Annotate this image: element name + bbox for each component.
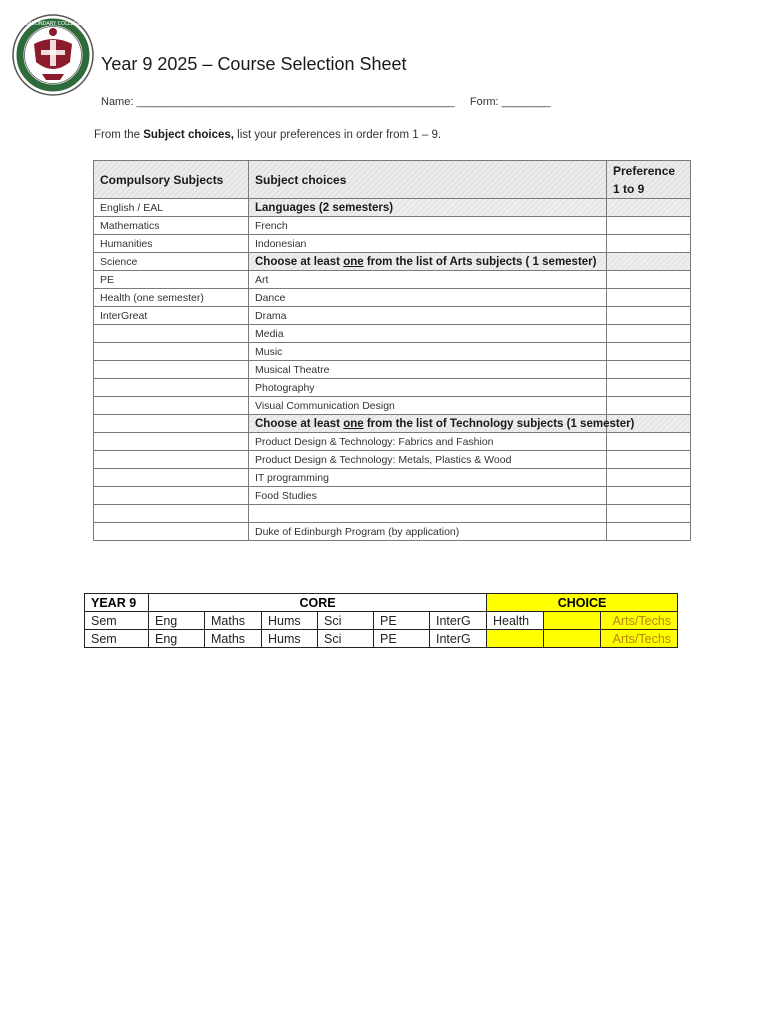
preference-input-cell[interactable] <box>607 523 691 541</box>
compulsory-cell <box>94 343 249 361</box>
section-heading-technology: Choose at least one from the list of Technology subjects (1 semester) <box>249 415 607 433</box>
preference-input-cell[interactable] <box>607 469 691 487</box>
preference-input-cell[interactable] <box>607 433 691 451</box>
subject-selection-table <box>93 160 691 541</box>
table-row <box>94 433 691 451</box>
compulsory-cell <box>94 451 249 469</box>
table-row <box>94 487 691 505</box>
core-subject-cell: PE <box>374 630 430 648</box>
subject-choice-cell <box>249 505 607 523</box>
subject-choice-cell: Food Studies <box>249 487 607 505</box>
preference-cell <box>607 253 691 271</box>
header-compulsory: Compulsory Subjects <box>94 161 249 199</box>
table-row <box>94 217 691 235</box>
compulsory-cell: English / EAL <box>94 199 249 217</box>
preference-input-cell[interactable] <box>607 397 691 415</box>
subject-choice-cell: Indonesian <box>249 235 607 253</box>
core-subject-cell: Maths <box>205 630 262 648</box>
table-row <box>94 397 691 415</box>
compulsory-cell: Science <box>94 253 249 271</box>
subject-choice-cell: Musical Theatre <box>249 361 607 379</box>
table-row <box>94 307 691 325</box>
core-subject-cell: PE <box>374 612 430 630</box>
table-row <box>94 199 691 217</box>
subject-choice-cell: IT programming <box>249 469 607 487</box>
choice-input-cell[interactable] <box>487 630 544 648</box>
summary-row <box>85 612 678 630</box>
table-row <box>94 271 691 289</box>
school-crest-logo <box>12 14 94 96</box>
preference-input-cell[interactable] <box>607 505 691 523</box>
subject-choice-cell: French <box>249 217 607 235</box>
core-heading: CORE <box>149 594 487 612</box>
core-subject-cell: InterG <box>430 630 487 648</box>
compulsory-cell <box>94 487 249 505</box>
core-subject-cell: InterG <box>430 612 487 630</box>
choice-arts-techs-cell: Arts/Techs <box>601 612 678 630</box>
core-subject-cell: Sci <box>318 630 374 648</box>
table-header-row <box>94 161 691 199</box>
table-row <box>94 379 691 397</box>
compulsory-cell <box>94 379 249 397</box>
table-row <box>94 361 691 379</box>
preference-input-cell[interactable] <box>607 307 691 325</box>
choice-arts-techs-cell: Arts/Techs <box>601 630 678 648</box>
core-subject-cell: Eng <box>149 612 205 630</box>
subject-choice-cell: Art <box>249 271 607 289</box>
core-subject-cell: Hums <box>262 630 318 648</box>
preference-input-cell[interactable] <box>607 361 691 379</box>
preference-input-cell[interactable] <box>607 451 691 469</box>
compulsory-cell: Health (one semester) <box>94 289 249 307</box>
compulsory-cell <box>94 361 249 379</box>
table-row <box>94 235 691 253</box>
subject-choice-cell: Dance <box>249 289 607 307</box>
table-row <box>94 469 691 487</box>
compulsory-cell: InterGreat <box>94 307 249 325</box>
core-subject-cell: Eng <box>149 630 205 648</box>
preference-input-cell[interactable] <box>607 487 691 505</box>
compulsory-cell <box>94 469 249 487</box>
compulsory-cell: PE <box>94 271 249 289</box>
subject-choice-cell: Music <box>249 343 607 361</box>
subject-choice-cell: Media <box>249 325 607 343</box>
preference-input-cell[interactable] <box>607 343 691 361</box>
choice-input-cell[interactable] <box>544 630 601 648</box>
compulsory-cell <box>94 523 249 541</box>
section-heading-arts: Choose at least one from the list of Arts subjects ( 1 semester) <box>249 253 607 271</box>
compulsory-cell <box>94 415 249 433</box>
preference-input-cell[interactable] <box>607 271 691 289</box>
core-subject-cell: Maths <box>205 612 262 630</box>
preference-cell <box>607 199 691 217</box>
table-row <box>94 325 691 343</box>
page-title: Year 9 2025 – Course Selection Sheet <box>101 54 407 74</box>
preference-input-cell[interactable] <box>607 217 691 235</box>
table-row <box>94 343 691 361</box>
table-row <box>94 415 691 433</box>
core-subject-cell: Hums <box>262 612 318 630</box>
summary-header-row <box>85 594 678 612</box>
table-row <box>94 523 691 541</box>
preference-input-cell[interactable] <box>607 379 691 397</box>
preference-input-cell[interactable] <box>607 289 691 307</box>
svg-text:SECONDARY COLLEGE: SECONDARY COLLEGE <box>25 21 81 27</box>
subject-choice-cell: Duke of Edinburgh Program (by application) <box>249 523 607 541</box>
subject-choice-cell: Product Design & Technology: Fabrics and Fashion <box>249 433 607 451</box>
compulsory-cell <box>94 325 249 343</box>
year9-summary-grid <box>84 593 678 648</box>
sem-label: Sem <box>85 612 149 630</box>
summary-row <box>85 630 678 648</box>
subject-choice-cell: Visual Communication Design <box>249 397 607 415</box>
preference-input-cell[interactable] <box>607 235 691 253</box>
subject-choice-cell: Photography <box>249 379 607 397</box>
table-row <box>94 289 691 307</box>
compulsory-cell <box>94 397 249 415</box>
section-heading-languages: Languages (2 semesters) <box>249 199 607 217</box>
table-row <box>94 505 691 523</box>
header-preference: Preference 1 to 9 <box>607 161 691 199</box>
table-row <box>94 451 691 469</box>
choice-input-cell[interactable] <box>544 612 601 630</box>
core-subject-cell: Sci <box>318 612 374 630</box>
table-row <box>94 253 691 271</box>
compulsory-cell: Mathematics <box>94 217 249 235</box>
compulsory-cell <box>94 433 249 451</box>
preference-input-cell[interactable] <box>607 325 691 343</box>
intro-instructions: From the Subject choices, list your preferences in order from 1 – 9. <box>94 129 442 141</box>
name-form-line[interactable]: Name: ____________________________________________________ Form: ________ <box>101 96 551 108</box>
subject-choice-cell: Product Design & Technology: Metals, Plastics & Wood <box>249 451 607 469</box>
header-subject-choices: Subject choices <box>249 161 607 199</box>
choice-cell-health: Health <box>487 612 544 630</box>
year-label: YEAR 9 <box>85 594 149 612</box>
sem-label: Sem <box>85 630 149 648</box>
choice-heading: CHOICE <box>487 594 678 612</box>
compulsory-cell <box>94 505 249 523</box>
subject-choice-cell: Drama <box>249 307 607 325</box>
compulsory-cell: Humanities <box>94 235 249 253</box>
